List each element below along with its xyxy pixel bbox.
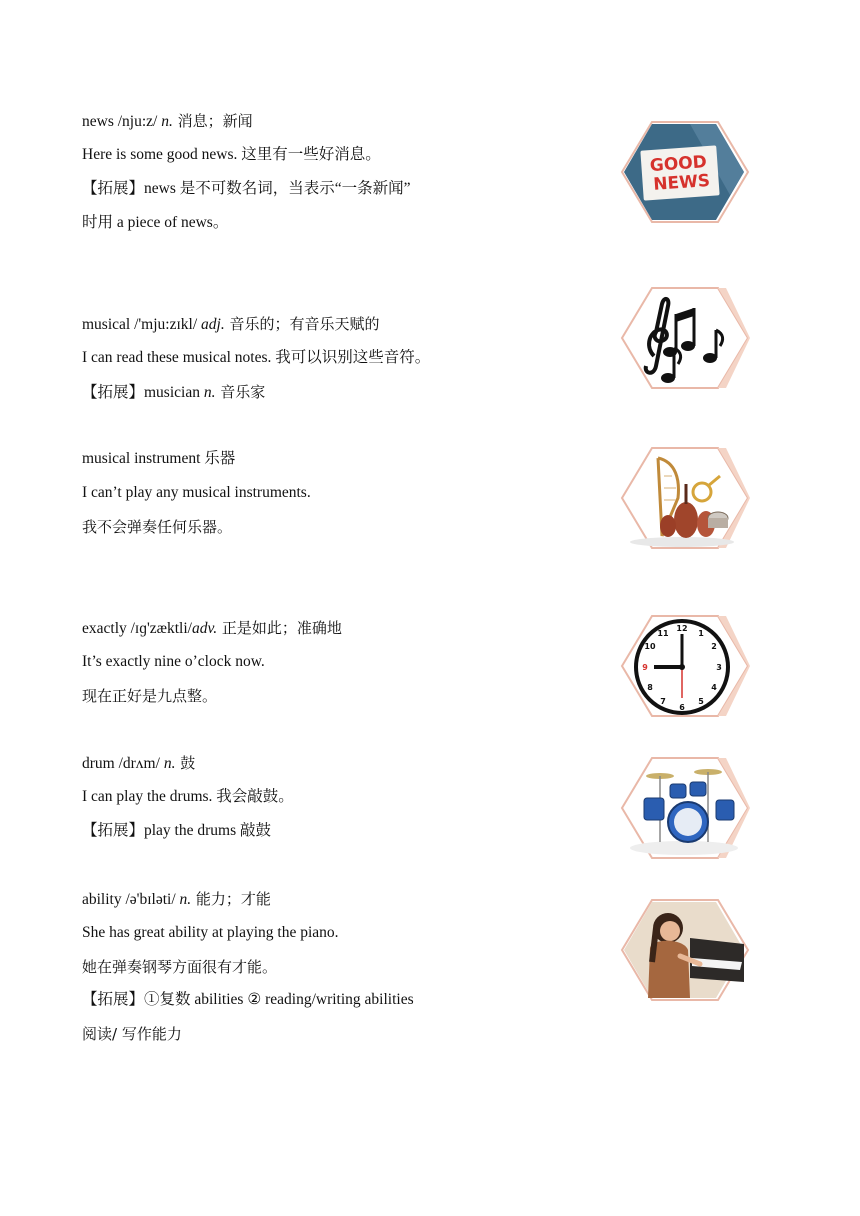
entry-news-headword — [82, 111, 253, 132]
svg-text:4: 4 — [711, 683, 717, 692]
svg-text:11: 11 — [657, 629, 669, 638]
entry-news-example: Here is some good news. 这里有一些好消息。 — [82, 146, 381, 163]
entry-drum-headword — [82, 753, 195, 774]
news-text: NEWS — [652, 170, 711, 195]
entry-ability-headword — [82, 889, 271, 910]
meaning: 能力；才能 — [191, 890, 271, 908]
entry-exactly-example: It’s exactly nine o’clock now. — [82, 653, 265, 670]
entry-ability-example: She has great ability at playing the piano. — [82, 924, 339, 941]
entry-news-extension-cont: 时用 a piece of news。 — [82, 214, 229, 231]
drum-kit-image — [620, 756, 750, 860]
entry-instrument-headword: musical instrument 乐器 — [82, 450, 236, 467]
entry-musical-example: I can read these musical notes. 我可以识别这些音符。 — [82, 349, 431, 366]
meaning: 鼓 — [175, 754, 196, 772]
svg-text:8: 8 — [647, 683, 653, 692]
extension-word: 【拓展】musician — [82, 384, 204, 401]
entry-news-extension: 【拓展】news 是不可数名词，当表示“一条新闻” — [82, 180, 411, 197]
entry-instrument-example: I can’t play any musical instruments. — [82, 484, 311, 501]
svg-text:6: 6 — [679, 703, 685, 712]
entry-drum-extension: 【拓展】play the drums 敲鼓 — [82, 822, 271, 839]
headword-phonetic: drum /drʌm/ — [82, 755, 164, 772]
entry-musical-headword — [82, 314, 380, 335]
svg-text:12: 12 — [676, 624, 688, 633]
part-of-speech: n. — [161, 113, 173, 130]
svg-text:2: 2 — [711, 642, 717, 651]
part-of-speech: adj. — [201, 316, 225, 333]
part-of-speech: n. — [203, 384, 216, 401]
entry-exactly-translation: 现在正好是九点整。 — [82, 687, 218, 705]
entry-ability-extension: 【拓展】①复数 abilities ② reading/writing abilities — [82, 991, 414, 1008]
svg-text:1: 1 — [698, 629, 704, 638]
music-notes-image — [620, 286, 750, 390]
part-of-speech: n. — [179, 891, 192, 908]
headword-phonetic: news /nju:z/ — [82, 113, 162, 130]
meaning: 消息；新闻 — [172, 112, 253, 130]
clock-image — [620, 614, 750, 718]
entry-instrument-translation: 我不会弹奏任何乐器。 — [82, 518, 233, 536]
svg-text:5: 5 — [698, 697, 704, 706]
good-text: GOOD — [649, 152, 708, 177]
meaning: 正是如此；准确地 — [217, 619, 342, 637]
entry-exactly-headword — [82, 618, 342, 639]
svg-text:10: 10 — [644, 642, 656, 651]
entry-ability-extension-cont: 阅读/ 写作能力 — [82, 1025, 182, 1043]
girl-piano-image — [620, 898, 750, 1002]
good-news-image — [620, 120, 750, 224]
svg-text:7: 7 — [660, 697, 666, 706]
musical-instruments-image — [620, 446, 750, 550]
headword-phonetic: musical /'mju:zɪkl/ — [82, 316, 202, 333]
headword-phonetic: ability /ə'bɪləti/ — [82, 891, 180, 908]
entry-musical-extension — [82, 382, 265, 403]
meaning: 音乐的；有音乐天赋的 — [224, 315, 380, 333]
entry-ability-translation: 她在弹奏钢琴方面很有才能。 — [82, 958, 278, 976]
headword-phonetic: exactly /ɪɡ'zæktli/ — [82, 620, 192, 637]
entry-drum-example: I can play the drums. 我会敲鼓。 — [82, 788, 294, 805]
part-of-speech: adv. — [191, 620, 218, 637]
part-of-speech: n. — [163, 755, 176, 772]
meaning: 音乐家 — [215, 383, 266, 401]
svg-text:3: 3 — [716, 663, 722, 672]
svg-text:9: 9 — [642, 663, 648, 672]
